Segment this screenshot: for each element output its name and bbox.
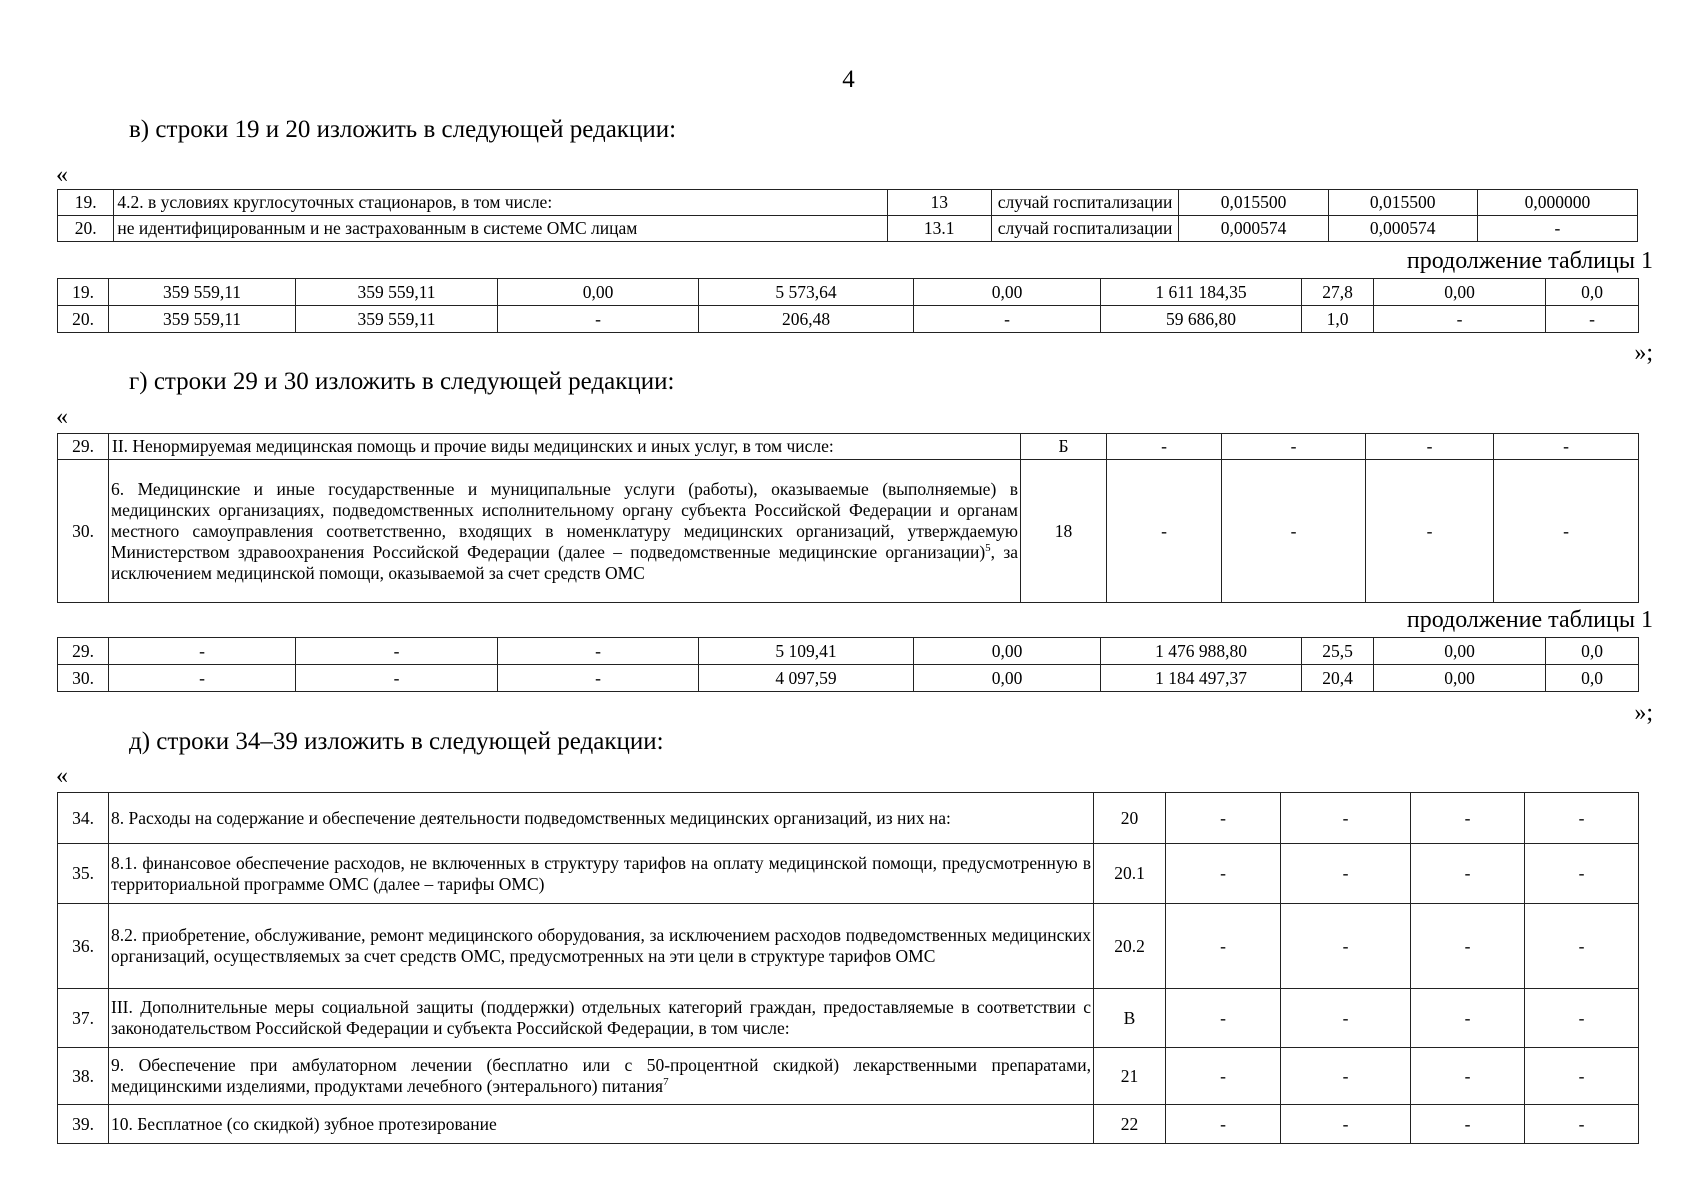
table-cell: - bbox=[1525, 904, 1639, 989]
table-cell: - bbox=[1525, 1048, 1639, 1105]
row-number: 37. bbox=[58, 989, 109, 1048]
row-code: 18 bbox=[1021, 460, 1107, 603]
row-number: 19. bbox=[58, 190, 114, 216]
table-row bbox=[58, 434, 1639, 460]
table-cell: 0,00 bbox=[1374, 279, 1546, 306]
table-cell: - bbox=[1166, 844, 1281, 904]
table-cell: - bbox=[1411, 904, 1525, 989]
table-row bbox=[58, 1048, 1639, 1105]
table-cell: - bbox=[1281, 989, 1411, 1048]
row-code: 20.1 bbox=[1094, 844, 1166, 904]
table-row bbox=[58, 665, 1639, 692]
table-row bbox=[58, 1105, 1639, 1144]
amendment-table-rows-34-39 bbox=[57, 792, 1639, 1144]
table-continuation-label: продолжение таблицы 1 bbox=[1406, 607, 1653, 633]
row-number: 39. bbox=[58, 1105, 109, 1144]
row-name bbox=[109, 460, 1021, 603]
table-cell: - bbox=[1107, 460, 1222, 603]
table-cell: 206,48 bbox=[699, 306, 914, 333]
row-name-text: 9. Обеспечение при амбулаторном лечении (бесплатно или с 50-процентной скидкой) лекарственными препаратами, медицинскими изделиями, продуктами лечебного (энтерального) питания bbox=[111, 1055, 1091, 1096]
table-cell: 359 559,11 bbox=[296, 279, 498, 306]
footnote-marker: 7 bbox=[663, 1076, 669, 1089]
table-row bbox=[58, 279, 1639, 306]
table-row bbox=[58, 904, 1639, 989]
table-row bbox=[58, 844, 1639, 904]
table-row bbox=[58, 638, 1639, 665]
row-name: не идентифицированным и не застрахованным в системе ОМС лицам bbox=[114, 216, 887, 242]
opening-quote: « bbox=[56, 404, 68, 430]
continuation-table-rows-29-30 bbox=[57, 637, 1639, 692]
row-value: - bbox=[1477, 216, 1637, 242]
table-cell: - bbox=[1166, 1048, 1281, 1105]
row-name: III. Дополнительные меры социальной защиты (поддержки) отдельных категорий граждан, предоставляемые в соответствии с законодательством Российской Федерации и субъекта Российской Федерации, в том числе: bbox=[109, 989, 1094, 1048]
table-cell: 0,0 bbox=[1546, 279, 1639, 306]
table-cell: - bbox=[1366, 434, 1494, 460]
row-name: 8.2. приобретение, обслуживание, ремонт медицинского оборудования, за исключением расходов подведомственных медицинских организаций, осуществляемых за счет средств ОМС, предусмотренных на эти цели в структуре тарифов ОМС bbox=[109, 904, 1094, 989]
table-cell: - bbox=[109, 638, 296, 665]
table-cell: - bbox=[498, 638, 699, 665]
table-cell: - bbox=[1525, 989, 1639, 1048]
row-name-text: 6. Медицинские и иные государственные и муниципальные услуги (работы), оказываемые (выполняемые) в медицинских организациях, подведомственных исполнительному органу субъекта Российской Федерации и органам местного самоуправления соответственно, входящих в номенклатуру медицинских организаций, утверждаемую Министерством здравоохранения Российской Федерации (далее – подведомственные медицинские организации) bbox=[111, 478, 1018, 562]
row-name-tail: , за исключением медицинской помощи, оказываемой за счет средств ОМС bbox=[111, 541, 1019, 583]
table-cell: 27,8 bbox=[1302, 279, 1374, 306]
row-number: 19. bbox=[58, 279, 109, 306]
table-cell: - bbox=[1494, 434, 1639, 460]
table-row bbox=[58, 190, 1638, 216]
closing-quote: »; bbox=[1634, 340, 1653, 366]
table-cell: 0,00 bbox=[498, 279, 699, 306]
table-cell: - bbox=[1525, 793, 1639, 844]
row-value: 0,000000 bbox=[1477, 190, 1637, 216]
table-cell: 0,00 bbox=[914, 638, 1101, 665]
table-cell: - bbox=[1281, 844, 1411, 904]
footnote-marker: 5 bbox=[985, 541, 991, 554]
table-cell: - bbox=[296, 638, 498, 665]
row-number: 30. bbox=[58, 665, 109, 692]
row-value: 0,000574 bbox=[1328, 216, 1477, 242]
row-name bbox=[109, 1048, 1094, 1105]
table-row bbox=[58, 989, 1639, 1048]
table-cell: 5 573,64 bbox=[699, 279, 914, 306]
amendment-table-rows-29-30 bbox=[57, 433, 1639, 603]
table-cell: - bbox=[498, 306, 699, 333]
table-cell: - bbox=[1281, 904, 1411, 989]
row-number: 20. bbox=[58, 306, 109, 333]
row-name: 8. Расходы на содержание и обеспечение деятельности подведомственных медицинских организаций, из них на: bbox=[109, 793, 1094, 844]
row-number: 35. bbox=[58, 844, 109, 904]
table-cell: 359 559,11 bbox=[296, 306, 498, 333]
table-cell: 4 097,59 bbox=[699, 665, 914, 692]
continuation-table-rows-19-20 bbox=[57, 278, 1639, 333]
row-code: Б bbox=[1021, 434, 1107, 460]
table-cell: 0,00 bbox=[1374, 665, 1546, 692]
row-code: 22 bbox=[1094, 1105, 1166, 1144]
table-cell: 20,4 bbox=[1302, 665, 1374, 692]
table-cell: - bbox=[1411, 844, 1525, 904]
row-number: 34. bbox=[58, 793, 109, 844]
row-code: 13.1 bbox=[887, 216, 991, 242]
table-cell: - bbox=[1366, 460, 1494, 603]
table-cell: 359 559,11 bbox=[109, 306, 296, 333]
table-cell: - bbox=[1281, 1105, 1411, 1144]
table-row bbox=[58, 306, 1639, 333]
table-cell: - bbox=[1166, 1105, 1281, 1144]
table-cell: 1 184 497,37 bbox=[1101, 665, 1302, 692]
row-code: 20 bbox=[1094, 793, 1166, 844]
table-cell: - bbox=[1411, 1048, 1525, 1105]
table-cell: - bbox=[1222, 434, 1366, 460]
row-code: 13 bbox=[887, 190, 991, 216]
table-cell: 1 476 988,80 bbox=[1101, 638, 1302, 665]
table-cell: - bbox=[1374, 306, 1546, 333]
table-cell: - bbox=[1525, 844, 1639, 904]
table-row bbox=[58, 216, 1638, 242]
row-number: 36. bbox=[58, 904, 109, 989]
closing-quote: »; bbox=[1634, 700, 1653, 726]
table-cell: - bbox=[1411, 1105, 1525, 1144]
table-cell: - bbox=[1166, 904, 1281, 989]
row-number: 29. bbox=[58, 434, 109, 460]
table-cell: 1,0 bbox=[1302, 306, 1374, 333]
table-cell: - bbox=[1494, 460, 1639, 603]
row-number: 20. bbox=[58, 216, 114, 242]
table-cell: 0,0 bbox=[1546, 665, 1639, 692]
page-number: 4 bbox=[842, 66, 855, 93]
row-value: 0,000574 bbox=[1179, 216, 1328, 242]
amendment-table-rows-19-20 bbox=[57, 189, 1638, 242]
table-cell: - bbox=[1411, 793, 1525, 844]
table-cell: 0,00 bbox=[914, 665, 1101, 692]
table-cell: - bbox=[1281, 1048, 1411, 1105]
row-code: 20.2 bbox=[1094, 904, 1166, 989]
table-cell: 0,00 bbox=[1374, 638, 1546, 665]
table-continuation-label: продолжение таблицы 1 bbox=[1406, 248, 1653, 274]
section-heading-g: г) строки 29 и 30 изложить в следующей редакции: bbox=[129, 368, 675, 395]
table-cell: 1 611 184,35 bbox=[1101, 279, 1302, 306]
row-number: 30. bbox=[58, 460, 109, 603]
table-cell: - bbox=[1281, 793, 1411, 844]
section-heading-d: д) строки 34–39 изложить в следующей редакции: bbox=[129, 728, 664, 755]
table-cell: - bbox=[109, 665, 296, 692]
table-row bbox=[58, 460, 1639, 603]
row-name: 10. Бесплатное (со скидкой) зубное протезирование bbox=[109, 1105, 1094, 1144]
table-cell: - bbox=[1546, 306, 1639, 333]
table-cell: - bbox=[1222, 460, 1366, 603]
table-cell: - bbox=[1411, 989, 1525, 1048]
row-value: 0,015500 bbox=[1328, 190, 1477, 216]
table-cell: - bbox=[1107, 434, 1222, 460]
row-name: II. Ненормируемая медицинская помощь и прочие виды медицинских и иных услуг, в том числе: bbox=[109, 434, 1021, 460]
row-code: 21 bbox=[1094, 1048, 1166, 1105]
opening-quote: « bbox=[56, 763, 68, 789]
table-cell: 359 559,11 bbox=[109, 279, 296, 306]
table-cell: - bbox=[914, 306, 1101, 333]
row-code: В bbox=[1094, 989, 1166, 1048]
table-cell: - bbox=[1525, 1105, 1639, 1144]
row-name: 8.1. финансовое обеспечение расходов, не включенных в структуру тарифов на оплату медицинской помощи, предусмотренную в территориальной программе ОМС (далее – тарифы ОМС) bbox=[109, 844, 1094, 904]
table-cell: - bbox=[498, 665, 699, 692]
opening-quote: « bbox=[56, 162, 68, 188]
table-cell: - bbox=[1166, 989, 1281, 1048]
table-cell: 25,5 bbox=[1302, 638, 1374, 665]
row-name: 4.2. в условиях круглосуточных стационаров, в том числе: bbox=[114, 190, 887, 216]
row-number: 38. bbox=[58, 1048, 109, 1105]
section-heading-v: в) строки 19 и 20 изложить в следующей редакции: bbox=[129, 116, 677, 143]
table-cell: 0,0 bbox=[1546, 638, 1639, 665]
row-unit: случай госпитализации bbox=[991, 216, 1179, 242]
row-value: 0,015500 bbox=[1179, 190, 1328, 216]
table-cell: - bbox=[1166, 793, 1281, 844]
table-cell: - bbox=[296, 665, 498, 692]
table-cell: 0,00 bbox=[914, 279, 1101, 306]
row-number: 29. bbox=[58, 638, 109, 665]
table-row bbox=[58, 793, 1639, 844]
row-unit: случай госпитализации bbox=[991, 190, 1179, 216]
table-cell: 59 686,80 bbox=[1101, 306, 1302, 333]
table-cell: 5 109,41 bbox=[699, 638, 914, 665]
